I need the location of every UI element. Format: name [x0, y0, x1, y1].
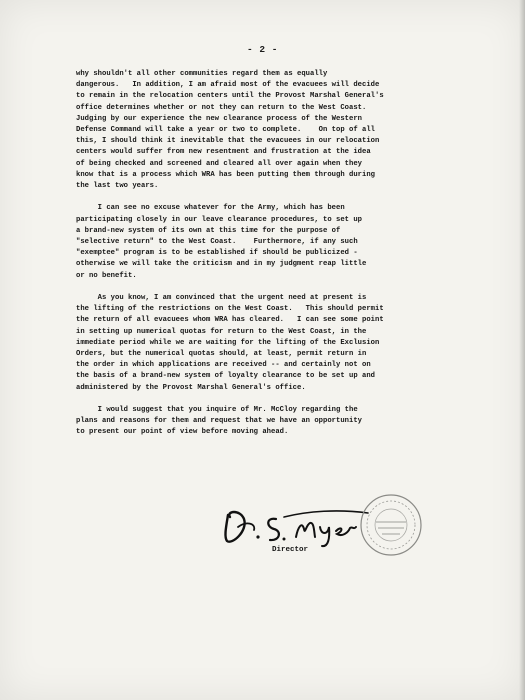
text-line: Orders, but the numerical quotas should, at least, permit return in — [76, 350, 367, 359]
text-line: dangerous. In addition, I am afraid most of the evacuees will decide — [76, 81, 380, 90]
text-line: "exemptee" program is to be established if should be publicized - — [76, 249, 358, 258]
text-line: "selective return" to the West Coast. Furthermore, if any such — [76, 238, 358, 247]
text-line: the return of all evacuees whom WRA has cleared. I can see some point — [76, 316, 384, 325]
text-line: to present our point of view before moving ahead. — [76, 428, 289, 437]
paragraph-3 — [76, 293, 466, 394]
text-line: this, I should think it inevitable that the evacuees in our relocation — [76, 137, 380, 146]
text-line: I would suggest that you inquire of Mr. McCloy regarding the — [76, 406, 358, 415]
text-line: centers would suffer from new resentment and frustration at the idea — [76, 148, 371, 157]
text-line: I can see no excuse whatever for the Army, which has been — [76, 204, 345, 213]
text-line: a brand-new system of its own at this time for the purpose of — [76, 226, 341, 235]
text-line: Defense Command will take a year or two to complete. On top of all — [76, 126, 375, 135]
text-line: or no benefit. — [76, 271, 137, 280]
text-line: participating closely in our leave clearance procedures, to set up — [76, 215, 362, 224]
page-edge-shadow — [519, 0, 525, 700]
text-line: the basis of a brand-new system of loyalty clearance to be set up and — [76, 372, 375, 381]
received-stamp — [358, 492, 424, 558]
text-line: the order in which applications are received -- and certainly not on — [76, 361, 371, 370]
text-line: otherwise we will take the criticism and in my judgment reap little — [76, 260, 367, 269]
text-line: the lifting of the restrictions on the West Coast. This should permit — [76, 305, 384, 314]
text-line: plans and reasons for them and request that we have an opportunity — [76, 417, 362, 426]
text-line: Judging by our experience the new clearance process of the Western — [76, 114, 362, 123]
paragraph-1 — [76, 69, 466, 192]
text-line: why shouldn't all other communities regard them as equally — [76, 70, 328, 78]
letter-body — [76, 69, 466, 450]
text-line: office determines whether or not they can return to the West Coast. — [76, 103, 367, 112]
text-line: As you know, I am convinced that the urgent need at present is — [76, 294, 367, 303]
text-line: administered by the Provost Marshal General's office. — [76, 383, 306, 392]
text-line: of being checked and screened and cleared all over again when they — [76, 159, 362, 168]
signature-title: Director — [272, 546, 309, 554]
page-number: - 2 - — [246, 44, 278, 55]
text-line: know that is a process which WRA has been putting them through during — [76, 170, 375, 179]
text-line: immediate period while we are waiting for the lifting of the Exclusion — [76, 338, 380, 347]
paragraph-2 — [76, 203, 466, 281]
text-line: in setting up numerical quotas for return to the West Coast, in the — [76, 327, 367, 336]
text-line: to remain in the relocation centers until the Provost Marshal General's — [76, 92, 384, 101]
text-line: the last two years. — [76, 182, 159, 191]
paragraph-4 — [76, 405, 466, 439]
